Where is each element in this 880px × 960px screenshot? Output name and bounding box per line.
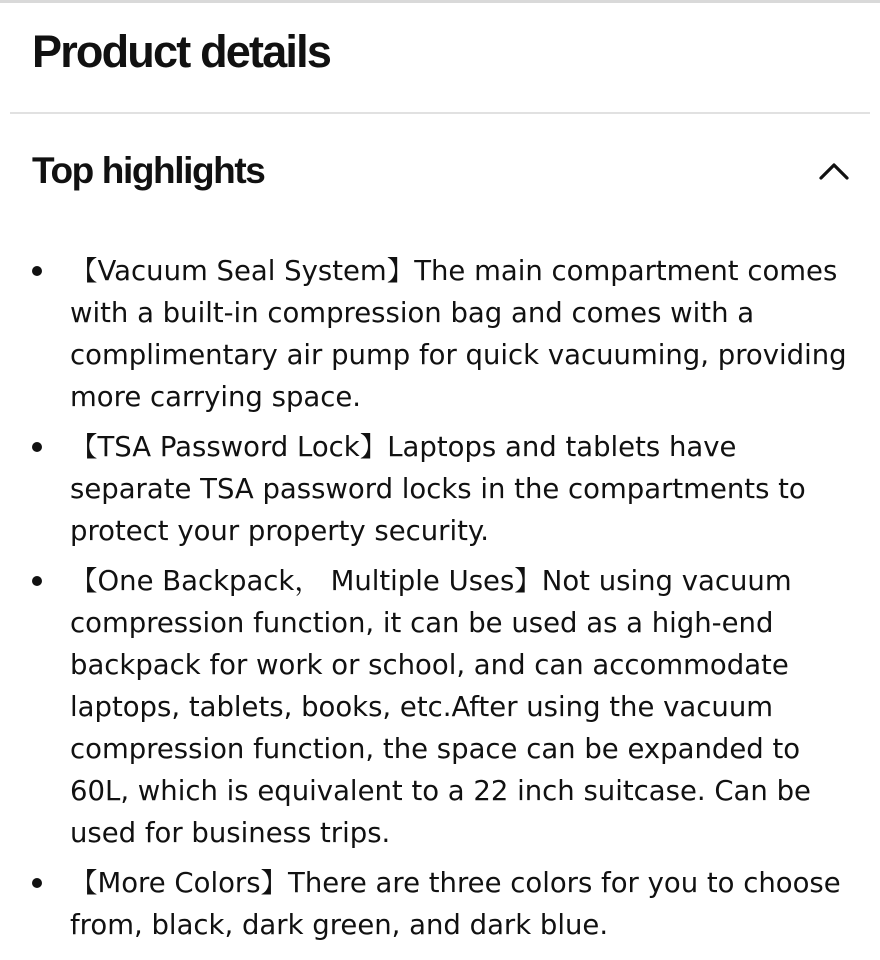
highlight-item — [0, 426, 880, 552]
page-title: Product details — [32, 26, 331, 77]
section-title: Top highlights — [32, 150, 265, 191]
bullet-icon — [32, 442, 42, 452]
bullet-icon — [32, 576, 42, 586]
highlights-list — [0, 250, 880, 954]
bullet-icon — [32, 266, 42, 276]
top-highlights-header[interactable] — [0, 142, 880, 202]
highlight-text: 【TSA Password Lock】Laptops and tablets have separate TSA password locks in the compartments to protect your property security. — [70, 431, 806, 547]
highlight-text: 【One Backpack， Multiple Uses】Not using vacuum compression function, it can be used as a high-end backpack for work or school, and can accommodate laptops, tablets, books, etc.After using the vacuum compression function, the space can be expanded to 60L, which is equivalent to a 22 inch suitcase. Can be used for business trips. — [70, 565, 811, 849]
highlight-item — [0, 250, 880, 418]
section-divider — [10, 112, 870, 114]
highlight-text: 【Vacuum Seal System】The main compartment comes with a built-in compression bag and comes with a complimentary air pump for quick vacuuming, providing more carrying space. — [70, 255, 847, 413]
bullet-icon — [32, 878, 42, 888]
top-divider — [0, 0, 880, 3]
highlight-item — [0, 560, 880, 854]
chevron-up-icon — [812, 152, 856, 192]
highlight-item — [0, 862, 880, 946]
highlight-text: 【More Colors】There are three colors for you to choose from, black, dark green, and dark blue. — [70, 867, 841, 941]
collapse-toggle-button[interactable] — [812, 152, 856, 192]
